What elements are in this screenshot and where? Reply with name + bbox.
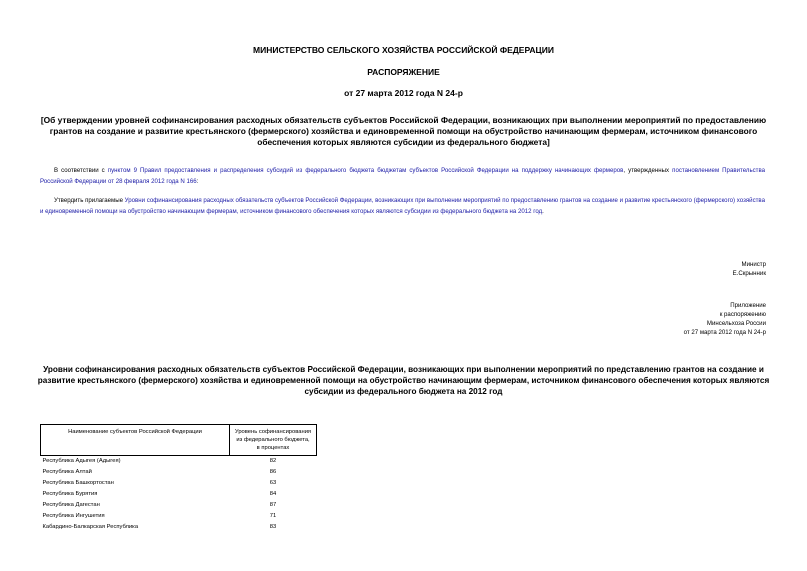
appendix-line-1: Приложение	[730, 302, 766, 309]
paragraph-approve-end: .	[542, 207, 544, 215]
subject-name: Республика Алтай	[42, 469, 92, 475]
table-row	[41, 478, 317, 489]
column-header-subject: Наименование субъектов Российской Федерации	[41, 425, 230, 456]
signature-position: Министр	[741, 261, 766, 268]
table-row	[41, 522, 317, 533]
appendix-block	[684, 301, 766, 337]
subject-name: Кабардино-Балкарская Республика	[42, 524, 139, 530]
levels-table	[40, 424, 317, 533]
paragraph-basis-mid: , утвержденных	[623, 167, 673, 174]
appendix-line-4: от 27 марта 2012 года N 24-р	[683, 329, 766, 336]
table-header-row	[41, 425, 317, 456]
table-row	[41, 467, 317, 478]
level-value: 83	[269, 524, 277, 530]
subject-name: Республика Бурятия	[42, 491, 98, 497]
level-value: 71	[269, 513, 277, 519]
table-row	[41, 489, 317, 500]
paragraph-basis	[40, 166, 765, 187]
subject-name: Республика Адыгея (Адыгея)	[42, 458, 121, 464]
levels-title: Уровни софинансирования расходных обязательств субъектов Российской Федерации, возникающих при выполнении мероприятий по представлению грантов на создание и развитие крестьянского (фермерского) хозяйства и единовременной помощи на обустройство начинающим фермерам, источником финансового обеспечения которых являются субсидии из федерального бюджета на 2012 год	[37, 365, 770, 396]
levels-link[interactable]: Уровни софинансирования расходных обязательств субъектов Российской Федерации, возникающих при выполнении мероприятий по предоставлению грантов на создание и развитие крестьянского (фермерского) хозяйства и единовременной помощи на обустройство начинающим фермерам, источником финансового обеспечения которых являются субсидии из федерального бюджета на 2012 год	[40, 197, 765, 215]
table-row	[41, 511, 317, 522]
signature-name: Е.Скрынник	[732, 270, 766, 277]
subject-name: Республика Дагестан	[42, 502, 100, 508]
level-value: 82	[269, 458, 277, 464]
paragraph-approve-start: Утвердить прилагаемые	[54, 197, 125, 204]
column-header-level: Уровень софинансирования из федерального бюджета, в процентах	[230, 425, 317, 456]
table-row	[41, 456, 317, 468]
subject-name: Республика Ингушетия	[42, 513, 105, 519]
rules-link[interactable]: пунктом 9 Правил предоставления и распределения субсидий из федерального бюджета бюджетам субъектов Российской Федерации на поддержку начинающих фермеров	[107, 167, 624, 174]
level-value: 63	[269, 480, 277, 486]
document-type: РАСПОРЯЖЕНИЕ	[367, 67, 440, 77]
document-title: [Об утверждении уровней софинансирования расходных обязательств субъектов Российской Федерации, возникающих при выполнении мероприятий по предоставлению грантов на создание и развитие крестьянского (фермерского) хозяйства и единовременной помощи на обустройство начинающим фермерам, источником финансового обеспечения которых являются субсидии из федерального бюджета]	[40, 115, 767, 147]
resolution-link[interactable]: постановлением Правительства Российской Федерации от 28 февраля 2012 года N 166	[40, 167, 766, 185]
paragraph-basis-start: В соответствии с	[54, 167, 108, 174]
signature-block	[733, 260, 766, 278]
ministry-heading: МИНИСТЕРСТВО СЕЛЬСКОГО ХОЗЯЙСТВА РОССИЙСКОЙ ФЕДЕРАЦИИ	[253, 45, 554, 55]
level-value: 84	[269, 491, 277, 497]
level-value: 87	[269, 502, 277, 508]
appendix-line-2: к распоряжению	[719, 311, 766, 318]
table-row	[41, 500, 317, 511]
level-value: 86	[269, 469, 277, 475]
subject-name: Республика Башкортостан	[42, 480, 114, 486]
paragraph-basis-end: :	[196, 177, 199, 185]
document-date: от 27 марта 2012 года N 24-р	[344, 88, 463, 98]
paragraph-approve	[40, 196, 765, 217]
appendix-line-3: Минсельхоза России	[706, 320, 766, 327]
